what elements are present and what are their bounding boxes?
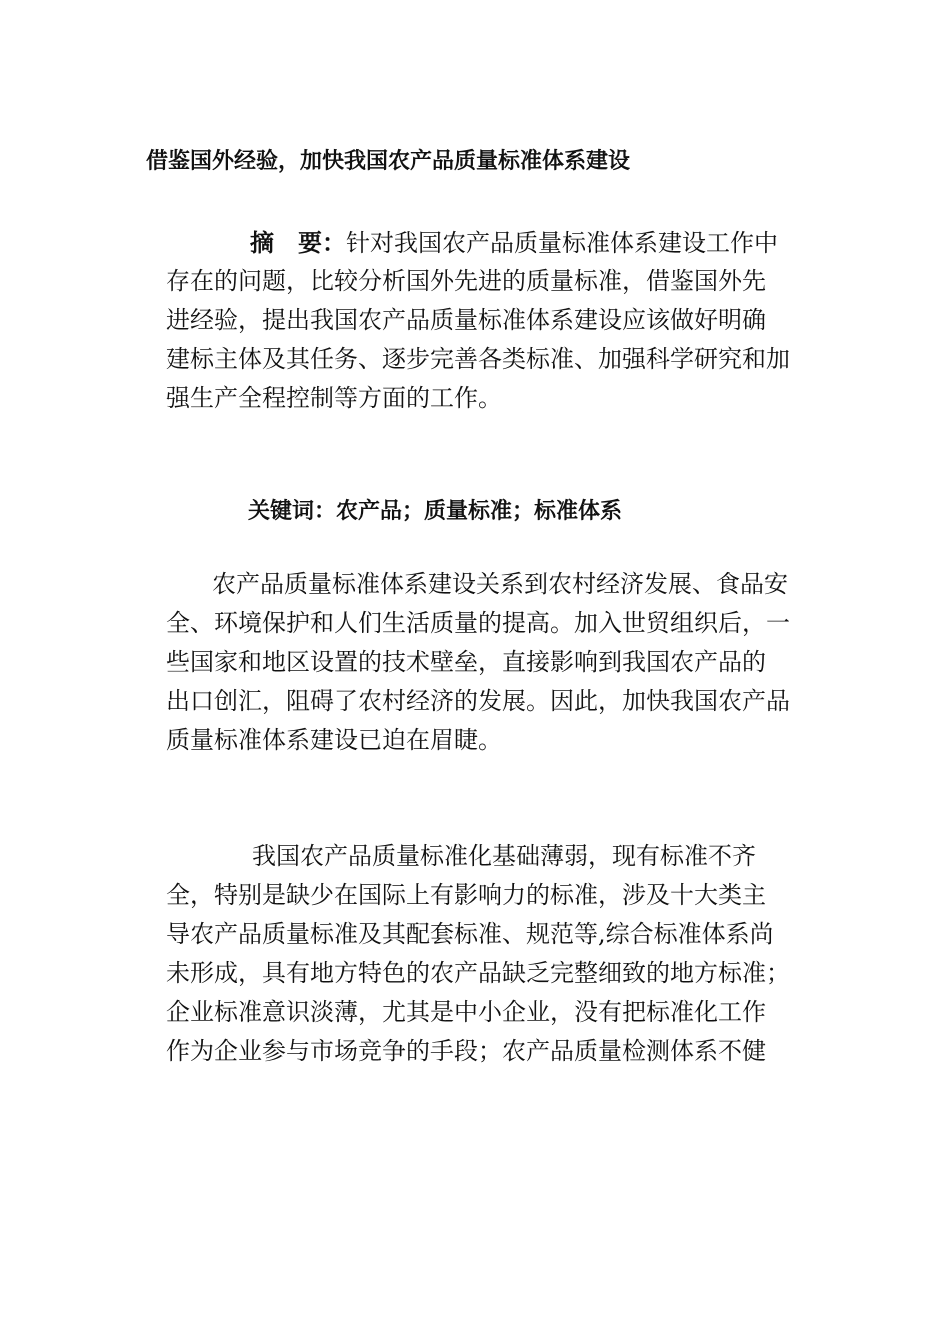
paragraph-line: 我国农产品质量标准化基础薄弱，现有标准不齐 [252, 842, 756, 870]
paragraph-line: 导农产品质量标准及其配套标准、规范等,综合标准体系尚 [166, 920, 774, 948]
paragraph-line: 全、环境保护和人们生活质量的提高。加入世贸组织后，一 [166, 609, 790, 637]
abstract-label: 摘 要： [250, 228, 346, 257]
paragraph-line: 企业标准意识淡薄，尤其是中小企业，没有把标准化工作 [166, 998, 766, 1026]
paragraph-line: 些国家和地区设置的技术壁垒，直接影响到我国农产品的 [166, 648, 766, 676]
keywords: 关键词：农产品；质量标准；标准体系 [248, 498, 623, 524]
abstract-line: 强生产全程控制等方面的工作。 [166, 384, 502, 412]
paragraph-line: 农产品质量标准体系建设关系到农村经济发展、食品安 [212, 570, 788, 598]
abstract-text: 针对我国农产品质量标准体系建设工作中 [346, 229, 778, 257]
document-title: 借鉴国外经验，加快我国农产品质量标准体系建设 [146, 148, 631, 174]
abstract-line: 建标主体及其任务、逐步完善各类标准、加强科学研究和加 [166, 345, 790, 373]
body-paragraph [166, 565, 790, 760]
abstract-line: 进经验，提出我国农产品质量标准体系建设应该做好明确 [166, 306, 766, 334]
abstract-section [166, 223, 790, 418]
paragraph-line: 出口创汇，阻碍了农村经济的发展。因此，加快我国农产品 [166, 687, 790, 715]
paragraph-line: 全，特别是缺少在国际上有影响力的标准，涉及十大类主 [166, 881, 766, 909]
body-paragraph [166, 837, 790, 1071]
abstract-line: 存在的问题，比较分析国外先进的质量标准，借鉴国外先 [166, 267, 766, 295]
abstract-line [166, 223, 790, 262]
paragraph-line: 未形成，具有地方特色的农产品缺乏完整细致的地方标准； [166, 959, 790, 987]
paragraph-line: 质量标准体系建设已迫在眉睫。 [166, 726, 502, 754]
paragraph-line: 作为企业参与市场竞争的手段；农产品质量检测体系不健 [166, 1037, 766, 1065]
